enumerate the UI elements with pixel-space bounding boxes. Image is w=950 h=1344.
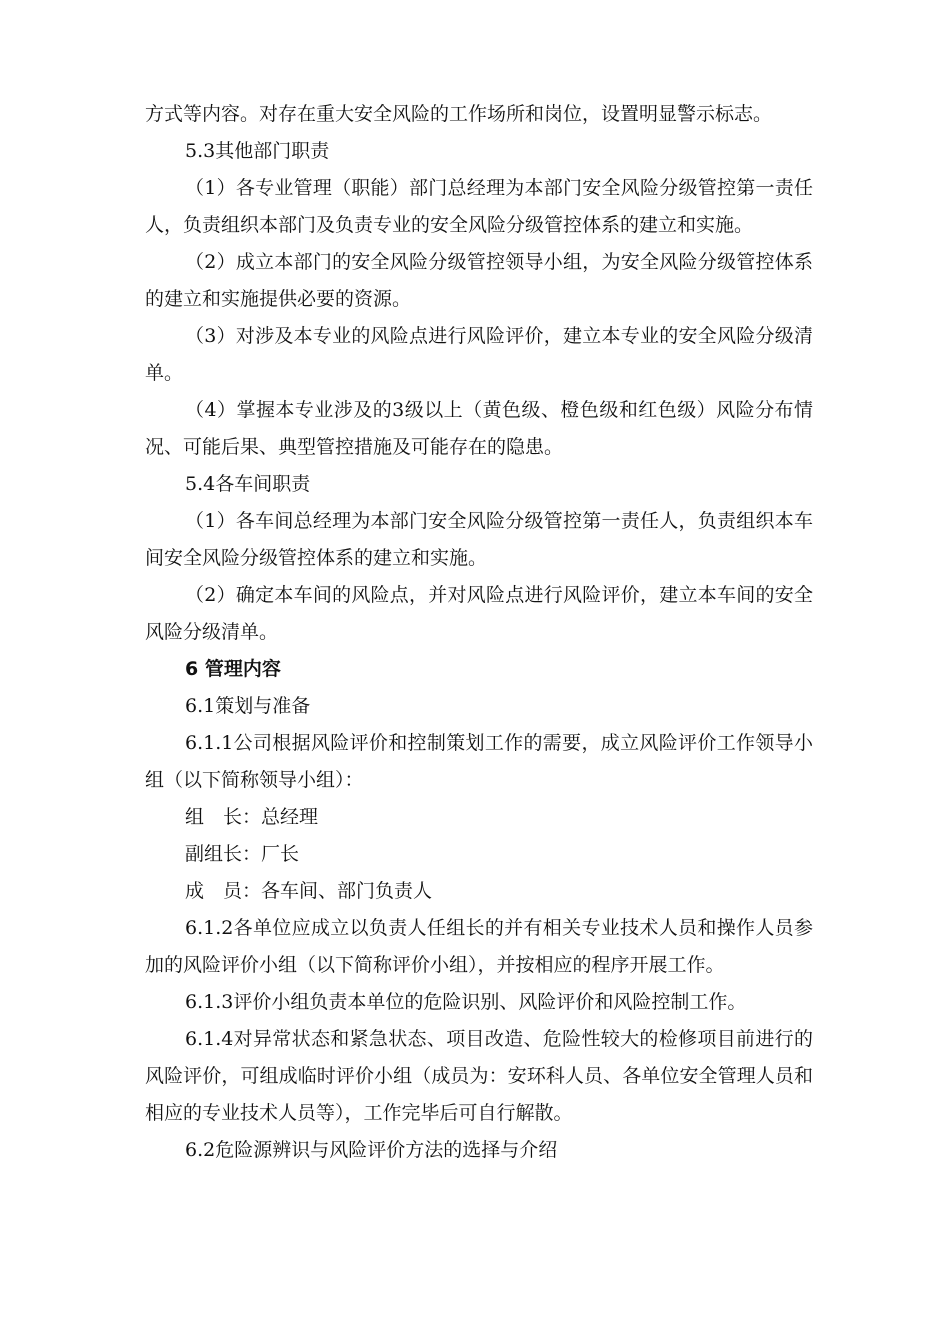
members-line: 成 员：各车间、部门负责人 xyxy=(185,880,433,902)
paragraph-5-3-item-2: （2）成立本部门的安全风险分级管控领导小组，为安全风险分级管控体系的建立和实施提供必要的资源。 xyxy=(145,251,813,310)
section-heading-6-2: 6.2危险源辨识与风险评价方法的选择与介绍 xyxy=(185,1139,558,1161)
paragraph-6-1-1: 6.1.1公司根据风险评价和控制策划工作的需要，成立风险评价工作领导小组（以下简称领导小组）： xyxy=(145,732,813,791)
paragraph-continuation: 方式等内容。对存在重大安全风险的工作场所和岗位，设置明显警示标志。 xyxy=(145,103,773,125)
paragraph-6-1-4: 6.1.4对异常状态和紧急状态、项目改造、危险性较大的检修项目前进行的风险评价，可组成临时评价小组（成员为：安环科人员、各单位安全管理人员和相应的专业技术人员等），工作完毕后可自行解散。 xyxy=(145,1028,813,1124)
paragraph-6-1-2: 6.1.2各单位应成立以负责人任组长的并有相关专业技术人员和操作人员参加的风险评价小组（以下简称评价小组），并按相应的程序开展工作。 xyxy=(145,917,813,976)
section-heading-6-1: 6.1策划与准备 xyxy=(185,695,311,717)
paragraph-5-4-item-1: （1）各车间总经理为本部门安全风险分级管控第一责任人，负责组织本车间安全风险分级管控体系的建立和实施。 xyxy=(145,510,813,569)
paragraph-6-1-3: 6.1.3评价小组负责本单位的危险识别、风险评价和风险控制工作。 xyxy=(185,991,747,1013)
section-heading-6: 6 管理内容 xyxy=(185,658,281,680)
leader-line: 组 长：总经理 xyxy=(185,806,319,828)
section-heading-5-3: 5.3其他部门职责 xyxy=(185,140,330,162)
paragraph-5-3-item-1: （1）各专业管理（职能）部门总经理为本部门安全风险分级管控第一责任人，负责组织本部门及负责专业的安全风险分级管控体系的建立和实施。 xyxy=(145,177,813,236)
section-heading-5-4: 5.4各车间职责 xyxy=(185,473,311,495)
document-body xyxy=(145,96,813,1169)
paragraph-5-4-item-2: （2）确定本车间的风险点，并对风险点进行风险评价，建立本车间的安全风险分级清单。 xyxy=(145,584,813,643)
paragraph-5-3-item-4: （4）掌握本专业涉及的3级以上（黄色级、橙色级和红色级）风险分布情况、可能后果、典型管控措施及可能存在的隐患。 xyxy=(145,399,813,458)
paragraph-5-3-item-3: （3）对涉及本专业的风险点进行风险评价，建立本专业的安全风险分级清单。 xyxy=(145,325,813,384)
deputy-leader-line: 副组长：厂长 xyxy=(185,843,300,865)
